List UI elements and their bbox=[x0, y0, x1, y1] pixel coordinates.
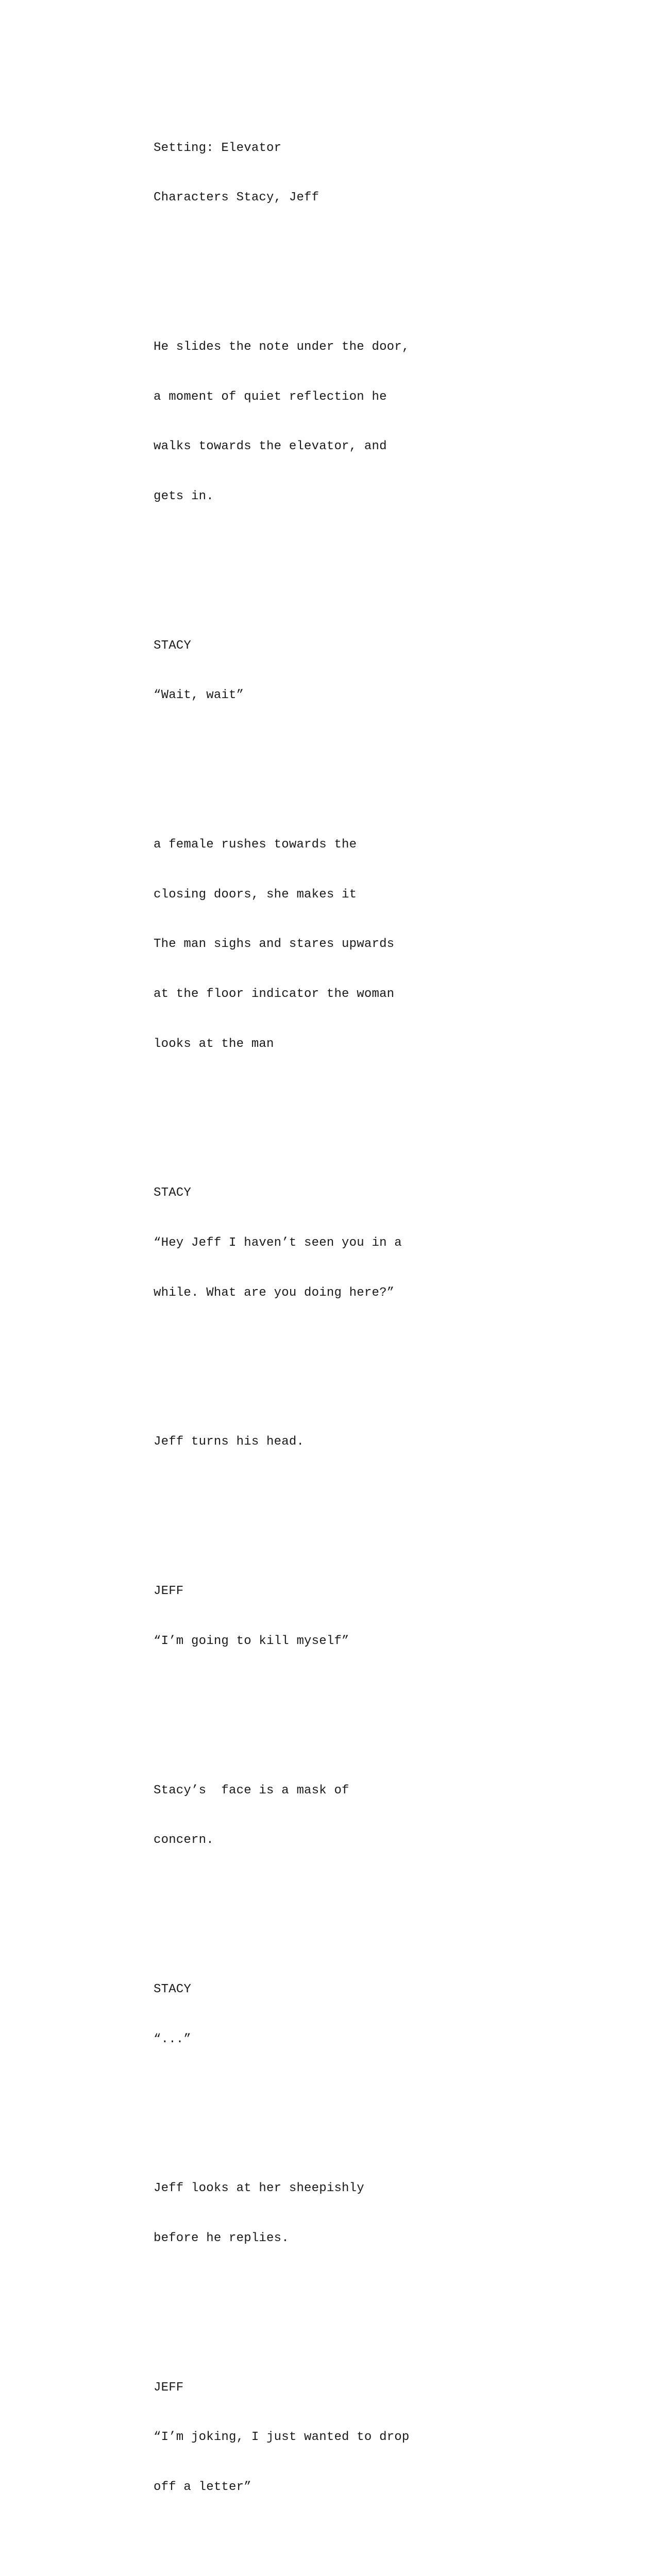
action-block bbox=[154, 804, 442, 1086]
action-line: gets in. bbox=[154, 489, 214, 503]
action-line: The man sighs and stares upwards bbox=[154, 937, 395, 952]
action-line: He slides the note under the door, bbox=[154, 340, 410, 354]
character-name: JEFF bbox=[154, 1584, 184, 1599]
character-name: JEFF bbox=[154, 2380, 184, 2395]
dialogue-line: “Hey Jeff I haven’t seen you in a bbox=[154, 1235, 402, 1250]
dialogue-block bbox=[154, 604, 442, 737]
action-block bbox=[154, 2147, 442, 2280]
action-line: Stacy’s face is a mask of bbox=[154, 1783, 349, 1798]
action-block bbox=[154, 1401, 442, 1484]
action-line: a moment of quiet reflection he bbox=[154, 389, 387, 404]
dialogue-block bbox=[154, 2346, 442, 2529]
action-line: walks towards the elevator, and bbox=[154, 439, 387, 454]
action-line: closing doors, she makes it bbox=[154, 887, 357, 902]
action-block bbox=[154, 1749, 442, 1882]
character-name: STACY bbox=[154, 1982, 192, 1996]
action-line: Jeff looks at her sheepishly bbox=[154, 2181, 364, 2196]
dialogue-block bbox=[154, 1152, 442, 1334]
dialogue-block bbox=[154, 1550, 442, 1683]
action-line: concern. bbox=[154, 1833, 214, 1848]
dialogue-line: “I’m going to kill myself” bbox=[154, 1634, 349, 1648]
action-block bbox=[154, 306, 442, 538]
action-line: at the floor indicator the woman bbox=[154, 987, 395, 1001]
action-line: before he replies. bbox=[154, 2231, 289, 2245]
dialogue-line: “...” bbox=[154, 2032, 192, 2046]
scene-header bbox=[154, 107, 442, 240]
dialogue-line: while. What are you doing here?” bbox=[154, 1285, 395, 1300]
character-name: STACY bbox=[154, 638, 192, 653]
action-line: Jeff turns his head. bbox=[154, 1435, 305, 1449]
action-line: looks at the man bbox=[154, 1037, 274, 1051]
characters-line: Characters Stacy, Jeff bbox=[154, 191, 319, 205]
dialogue-line: “Wait, wait” bbox=[154, 688, 244, 703]
dialogue-block bbox=[154, 1948, 442, 2081]
screenplay-text bbox=[154, 74, 442, 2576]
action-line: a female rushes towards the bbox=[154, 838, 357, 852]
character-name: STACY bbox=[154, 1186, 192, 1200]
setting-line: Setting: Elevator bbox=[154, 141, 282, 155]
dialogue-line: “I’m joking, I just wanted to drop bbox=[154, 2430, 410, 2445]
dialogue-line: off a letter” bbox=[154, 2480, 251, 2494]
